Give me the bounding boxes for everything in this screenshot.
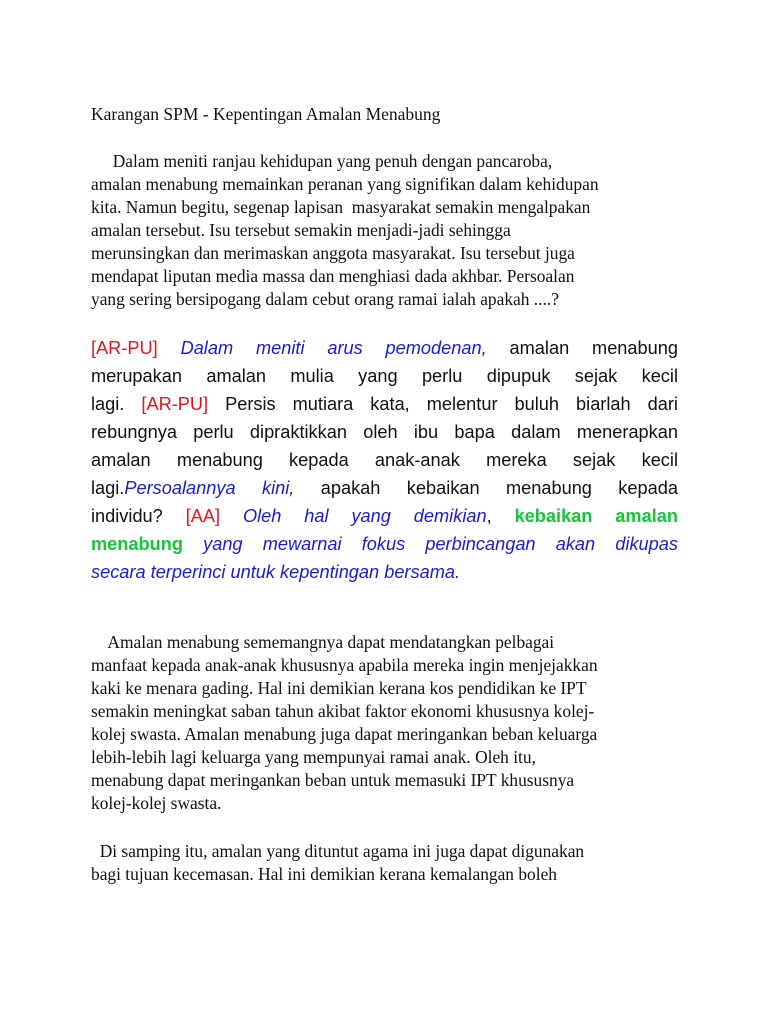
paragraph-line: kaki ke menara gading. Hal ini demikian kerana kos pendidikan ke IPT (91, 678, 587, 698)
line-text: apakah kebaikan menabung kepada (320, 478, 678, 498)
keyword-highlight: menabung (91, 534, 183, 554)
highlight-phrase: Persoalannya kini, (124, 478, 295, 498)
annotated-line (91, 562, 678, 583)
highlight-phrase: yang mewarnai fokus perbincangan akan dikupas (203, 534, 678, 554)
keyword-highlight: kebaikan amalan (514, 506, 678, 526)
paragraph-line: kita. Namun begitu, segenap lapisan masyarakat semakin mengalpakan (91, 197, 591, 217)
annotated-line (91, 534, 678, 555)
paragraph-line: mendapat liputan media massa dan menghiasi dada akhbar. Persoalan (91, 266, 575, 286)
tag-ar-pu: [AR-PU] (141, 394, 209, 414)
tag-aa: [AA] (185, 506, 221, 526)
line-text: amalan menabung (509, 338, 679, 358)
paragraph-line: Dalam meniti ranjau kehidupan yang penuh dengan pancaroba, (91, 151, 553, 171)
annotated-line (91, 394, 678, 415)
highlight-phrase: Dalam meniti arus pemodenan, (180, 338, 487, 358)
annotated-line: amalan menabung kepada anak-anak mereka sejak kecil (91, 450, 678, 470)
annotated-line (91, 506, 678, 527)
highlight-phrase: secara terperinci untuk kepentingan bersama. (91, 562, 461, 582)
paragraph-line: manfaat kepada anak-anak khususnya apabila mereka ingin menjejakkan (91, 655, 598, 675)
paragraph-line: kolej-kolej swasta. (91, 793, 222, 813)
annotated-line (91, 478, 678, 499)
paragraph-line: Di samping itu, amalan yang dituntut agama ini juga dapat digunakan (91, 841, 585, 861)
paragraph-line: yang sering bersipogang dalam cebut orang ramai ialah apakah ....? (91, 289, 559, 309)
paragraph-line: kolej swasta. Amalan menabung juga dapat meringankan beban keluarga (91, 724, 598, 744)
line-text: individu? (91, 506, 163, 526)
annotated-line: merupakan amalan mulia yang perlu dipupuk sejak kecil (91, 366, 678, 386)
line-text: lagi. (91, 394, 125, 414)
line-text: Persis mutiara kata, melentur buluh biarlah dari (225, 394, 678, 414)
tag-ar-pu: [AR-PU] (91, 338, 158, 358)
paragraph-line: merunsingkan dan merimaskan anggota masyarakat. Isu tersebut juga (91, 243, 575, 263)
line-text: , (486, 506, 492, 526)
annotated-line (91, 338, 678, 359)
paragraph-line: bagi tujuan kecemasan. Hal ini demikian kerana kemalangan boleh (91, 864, 557, 884)
essay-title: Karangan SPM - Kepentingan Amalan Menabung (91, 104, 441, 124)
annotated-line: rebungnya perlu dipraktikkan oleh ibu bapa dalam menerapkan (91, 422, 678, 442)
highlight-phrase: Oleh hal yang demikian (242, 506, 487, 526)
paragraph-line: lebih-lebih lagi keluarga yang mempunyai ramai anak. Oleh itu, (91, 747, 536, 767)
line-text: lagi. (91, 478, 125, 498)
paragraph-line: Amalan menabung sememangnya dapat mendatangkan pelbagai (91, 632, 555, 652)
paragraph-line: amalan tersebut. Isu tersebut semakin menjadi-jadi sehingga (91, 220, 511, 240)
paragraph-line: menabung dapat meringankan beban untuk memasuki IPT khususnya (91, 770, 575, 790)
paragraph-line: amalan menabung memainkan peranan yang signifikan dalam kehidupan (91, 174, 599, 194)
paragraph-line: semakin meningkat saban tahun akibat faktor ekonomi khususnya kolej- (91, 701, 595, 721)
